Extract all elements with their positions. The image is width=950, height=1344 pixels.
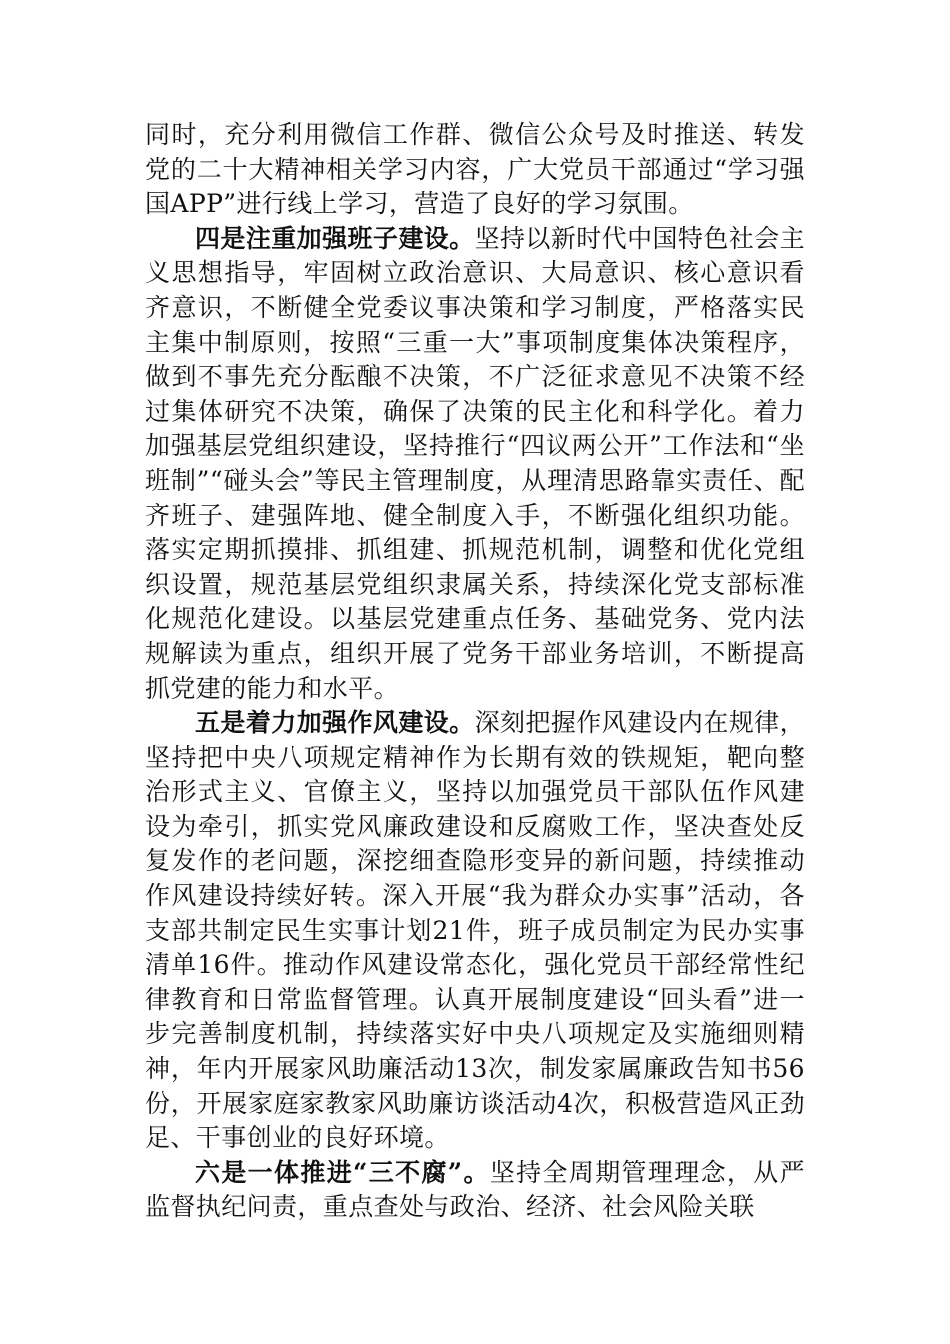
document-body [145,118,805,1225]
paragraph-text: 坚持全周期管理理念，从严监督执纪问责，重点查处与政治、经济、社会风险关联 [145,1157,805,1222]
paragraph-three-no-corruption [145,1156,805,1225]
paragraph-style-building [145,706,805,1156]
paragraph-class-building [145,222,805,706]
paragraph-continuation [145,118,805,222]
paragraph-text: 坚持以新时代中国特色社会主义思想指导，牢固树立政治意识、大局意识、核心意识看齐意识，不断健全党委议事决策和学习制度，严格落实民主集中制原则，按照“三重一大”事项制度集体决策程序，做到不事先充分酝酿不决策，不广泛征求意见不决策不经过集体研究不决策，确保了决策的民主化和科学化。着力加强基层党组织建设，坚持推行“四议两公开”工作法和“坐班制”“碰头会”等民主管理制度，从理清思路靠实责任、配齐班子、建强阵地、健全制度入手，不断强化组织功能。落实定期抓摸排、抓组建、抓规范机制，调整和优化党组织设置，规范基层党组织隶属关系，持续深化党支部标准化规范化建设。以基层党建重点任务、基础党务、党内法规解读为重点，组织开展了党务干部业务培训，不断提高抓党建的能力和水平。 [145,223,805,703]
paragraph-heading: 五是着力加强作风建设。 [195,708,475,738]
paragraph-text: 深刻把握作风建设内在规律，坚持把中央八项规定精神作为长期有效的铁规矩，靶向整治形式主义、官僚主义，坚持以加强党员干部队伍作风建设为牵引，抓实党风廉政建设和反腐败工作，坚决查处反复发作的老问题，深挖细查隐形变异的新问题，持续推动作风建设持续好转。深入开展“我为群众办实事”活动，各支部共制定民生实事计划21件，班子成员制定为民办实事清单16件。推动作风建设常态化，强化党员干部经常性纪律教育和日常监督管理。认真开展制度建设“回头看”进一步完善制度机制，持续落实好中央八项规定及实施细则精神，年内开展家风助廉活动13次，制发家属廉政告知书56份，开展家庭家教家风助廉访谈活动4次，积极营造风正劲足、干事创业的良好环境。 [145,708,805,1153]
paragraph-heading: 六是一体推进“三不腐”。 [195,1157,490,1187]
paragraph-heading: 四是注重加强班子建设。 [195,223,475,253]
paragraph-text: 同时，充分利用微信工作群、微信公众号及时推送、转发党的二十大精神相关学习内容，广大党员干部通过“学习强国APP”进行线上学习，营造了良好的学习氛围。 [145,120,805,219]
